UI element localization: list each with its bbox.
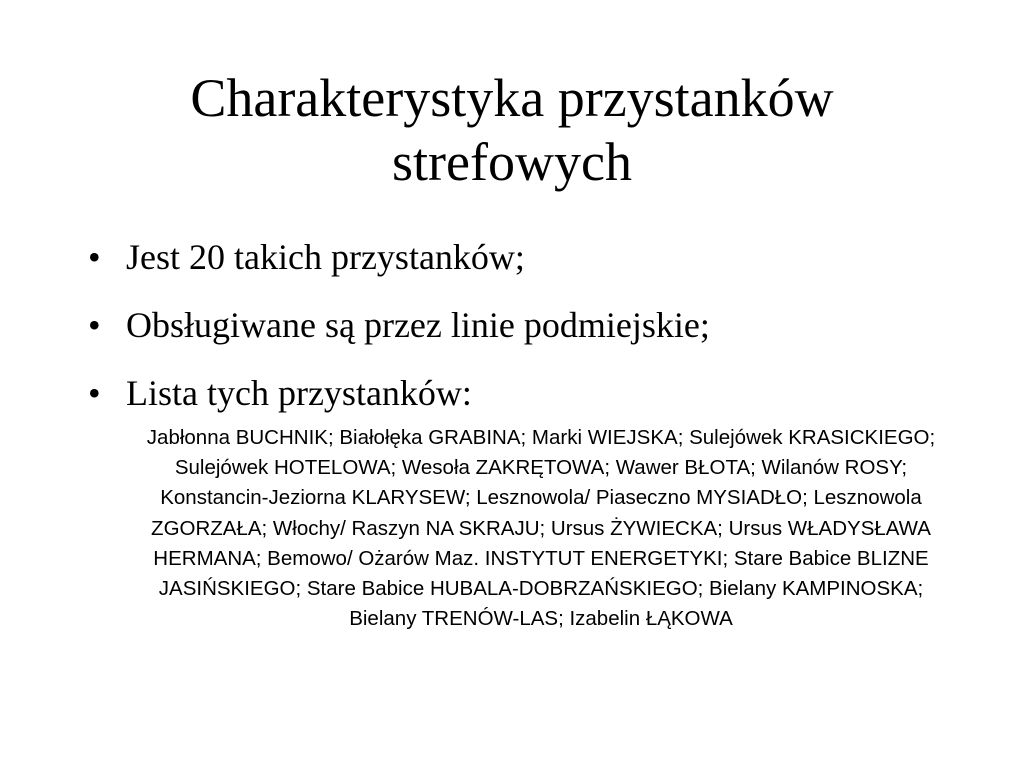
bullet-marker: • <box>88 373 101 413</box>
slide-title <box>60 66 964 194</box>
bullet-item <box>82 370 962 416</box>
bullet-item <box>82 302 962 348</box>
bullet-text: Jest 20 takich przystanków; <box>126 237 525 277</box>
bullet-marker: • <box>88 237 101 277</box>
bullet-text: Lista tych przystanków: <box>126 373 472 413</box>
slide-title-line-1: Charakterystyka przystanków <box>190 68 834 128</box>
stops-list-paragraph: Jabłonna BUCHNIK; Białołęka GRABINA; Marki WIEJSKA; Sulejówek KRASICKIEGO; Sulejówek HOTELOWA; Wesoła ZAKRĘTOWA; Wawer BŁOTA; Wilanów ROSY; Konstancin-Jeziorna KLARYSEW; Lesznowola/ Piaseczno MYSIADŁO; Lesznowola ZGORZAŁA; Włochy/ Raszyn NA SKRAJU; Ursus ŻYWIECKA; Ursus WŁADYSŁAWA HERMANA; Bemowo/ Ożarów Maz. INSTYTUT ENERGETYKI; Stare Babice BLIZNE JASIŃSKIEGO; Stare Babice HUBALA-DOBRZAŃSKIEGO; Bielany KAMPINOSKA; Bielany TRENÓW-LAS; Izabelin ŁĄKOWA <box>146 426 936 631</box>
bullet-item <box>82 234 962 280</box>
bullet-marker: • <box>88 305 101 345</box>
slide-title-line-2: strefowych <box>392 132 632 192</box>
bullet-list <box>82 234 962 438</box>
bullet-text: Obsługiwane są przez linie podmiejskie; <box>126 305 710 345</box>
